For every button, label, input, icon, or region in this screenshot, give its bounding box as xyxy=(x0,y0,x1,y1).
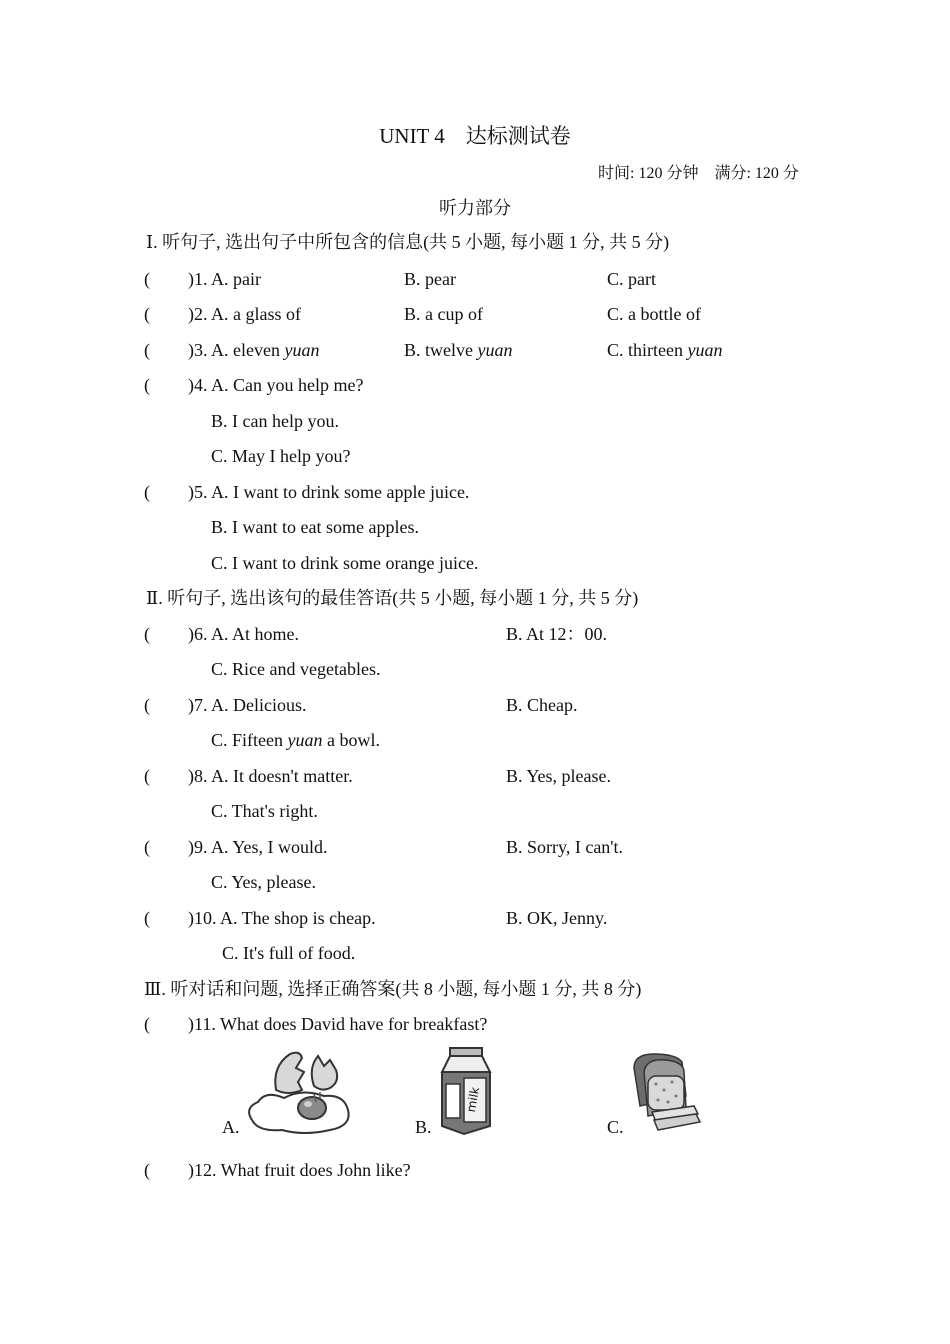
section-heading-2: Ⅱ. 听句子, 选出该句的最佳答语(共 5 小题, 每小题 1 分, 共 5 分) xyxy=(146,588,639,608)
part-heading: 听力部分 xyxy=(439,198,511,218)
question-9-option-c: C. Yes, please. xyxy=(211,872,317,892)
page-title: UNIT 4 达标测试卷 xyxy=(379,124,571,148)
question-9-option-b: B. Sorry, I can't. xyxy=(506,837,624,857)
question-12-text: )12. What fruit does John like? xyxy=(188,1160,411,1180)
question-8-option-c: C. That's right. xyxy=(211,801,318,821)
question-5-option-b: B. I want to eat some apples. xyxy=(211,517,419,537)
question-7-option-c: C. Fifteen yuan a bowl. xyxy=(211,730,380,750)
section-heading-1: Ⅰ. 听句子, 选出句子中所包含的信息(共 5 小题, 每小题 1 分, 共 5 分) xyxy=(146,232,670,252)
question-7-option-b: B. Cheap. xyxy=(506,695,578,715)
question-9-option-a: )9. A. Yes, I would. xyxy=(188,837,328,857)
answer-paren: ( xyxy=(144,695,150,715)
question-3-option-b: B. twelve yuan xyxy=(404,340,513,360)
answer-paren: ( xyxy=(144,837,150,857)
section-heading-3: Ⅲ. 听对话和问题, 选择正确答案(共 8 小题, 每小题 1 分, 共 8 分) xyxy=(144,979,642,999)
question-8-option-b: B. Yes, please. xyxy=(506,766,612,786)
answer-paren: ( xyxy=(144,766,150,786)
milk-label-text: milk xyxy=(463,1085,483,1114)
answer-paren: ( xyxy=(144,1014,150,1034)
answer-paren: ( xyxy=(144,269,150,289)
question-3-option-c: C. thirteen yuan xyxy=(607,340,723,360)
time-score-info: 时间: 120 分钟 满分: 120 分 xyxy=(598,165,799,182)
question-11-option-c-label: C. xyxy=(607,1117,624,1137)
cracked-egg-icon xyxy=(244,1046,352,1134)
answer-paren: ( xyxy=(144,340,150,360)
question-3-option-a: )3. A. eleven yuan xyxy=(188,340,320,360)
answer-paren: ( xyxy=(144,624,150,644)
answer-paren: ( xyxy=(144,908,150,928)
answer-paren: ( xyxy=(144,304,150,324)
question-4-option-c: C. May I help you? xyxy=(211,446,351,466)
answer-paren: ( xyxy=(144,482,150,502)
question-10-option-b: B. OK, Jenny. xyxy=(506,908,608,928)
answer-paren: ( xyxy=(144,375,150,395)
question-10-option-c: C. It's full of food. xyxy=(222,943,356,963)
question-4-option-b: B. I can help you. xyxy=(211,411,339,431)
answer-paren: ( xyxy=(144,1160,150,1180)
question-11-text: )11. What does David have for breakfast? xyxy=(188,1014,488,1034)
question-6-option-c: C. Rice and vegetables. xyxy=(211,659,381,679)
question-10-option-a: )10. A. The shop is cheap. xyxy=(188,908,376,928)
question-2-option-a: )2. A. a glass of xyxy=(188,304,301,324)
question-6-option-b: B. At 12：00. xyxy=(506,624,608,644)
question-8-option-a: )8. A. It doesn't matter. xyxy=(188,766,353,786)
question-1-option-b: B. pear xyxy=(404,269,456,289)
question-6-option-a: )6. A. At home. xyxy=(188,624,299,644)
question-2-option-b: B. a cup of xyxy=(404,304,483,324)
question-4-option-a: )4. A. Can you help me? xyxy=(188,375,364,395)
question-11-option-b-label: B. xyxy=(415,1117,432,1137)
question-1-option-a: )1. A. pair xyxy=(188,269,261,289)
bread-loaf-icon xyxy=(626,1050,704,1134)
milk-carton-icon xyxy=(436,1044,494,1136)
question-5-option-c: C. I want to drink some orange juice. xyxy=(211,553,479,573)
question-1-option-c: C. part xyxy=(607,269,656,289)
question-5-option-a: )5. A. I want to drink some apple juice. xyxy=(188,482,470,502)
question-7-option-a: )7. A. Delicious. xyxy=(188,695,307,715)
question-11-option-a-label: A. xyxy=(222,1117,240,1137)
question-2-option-c: C. a bottle of xyxy=(607,304,701,324)
